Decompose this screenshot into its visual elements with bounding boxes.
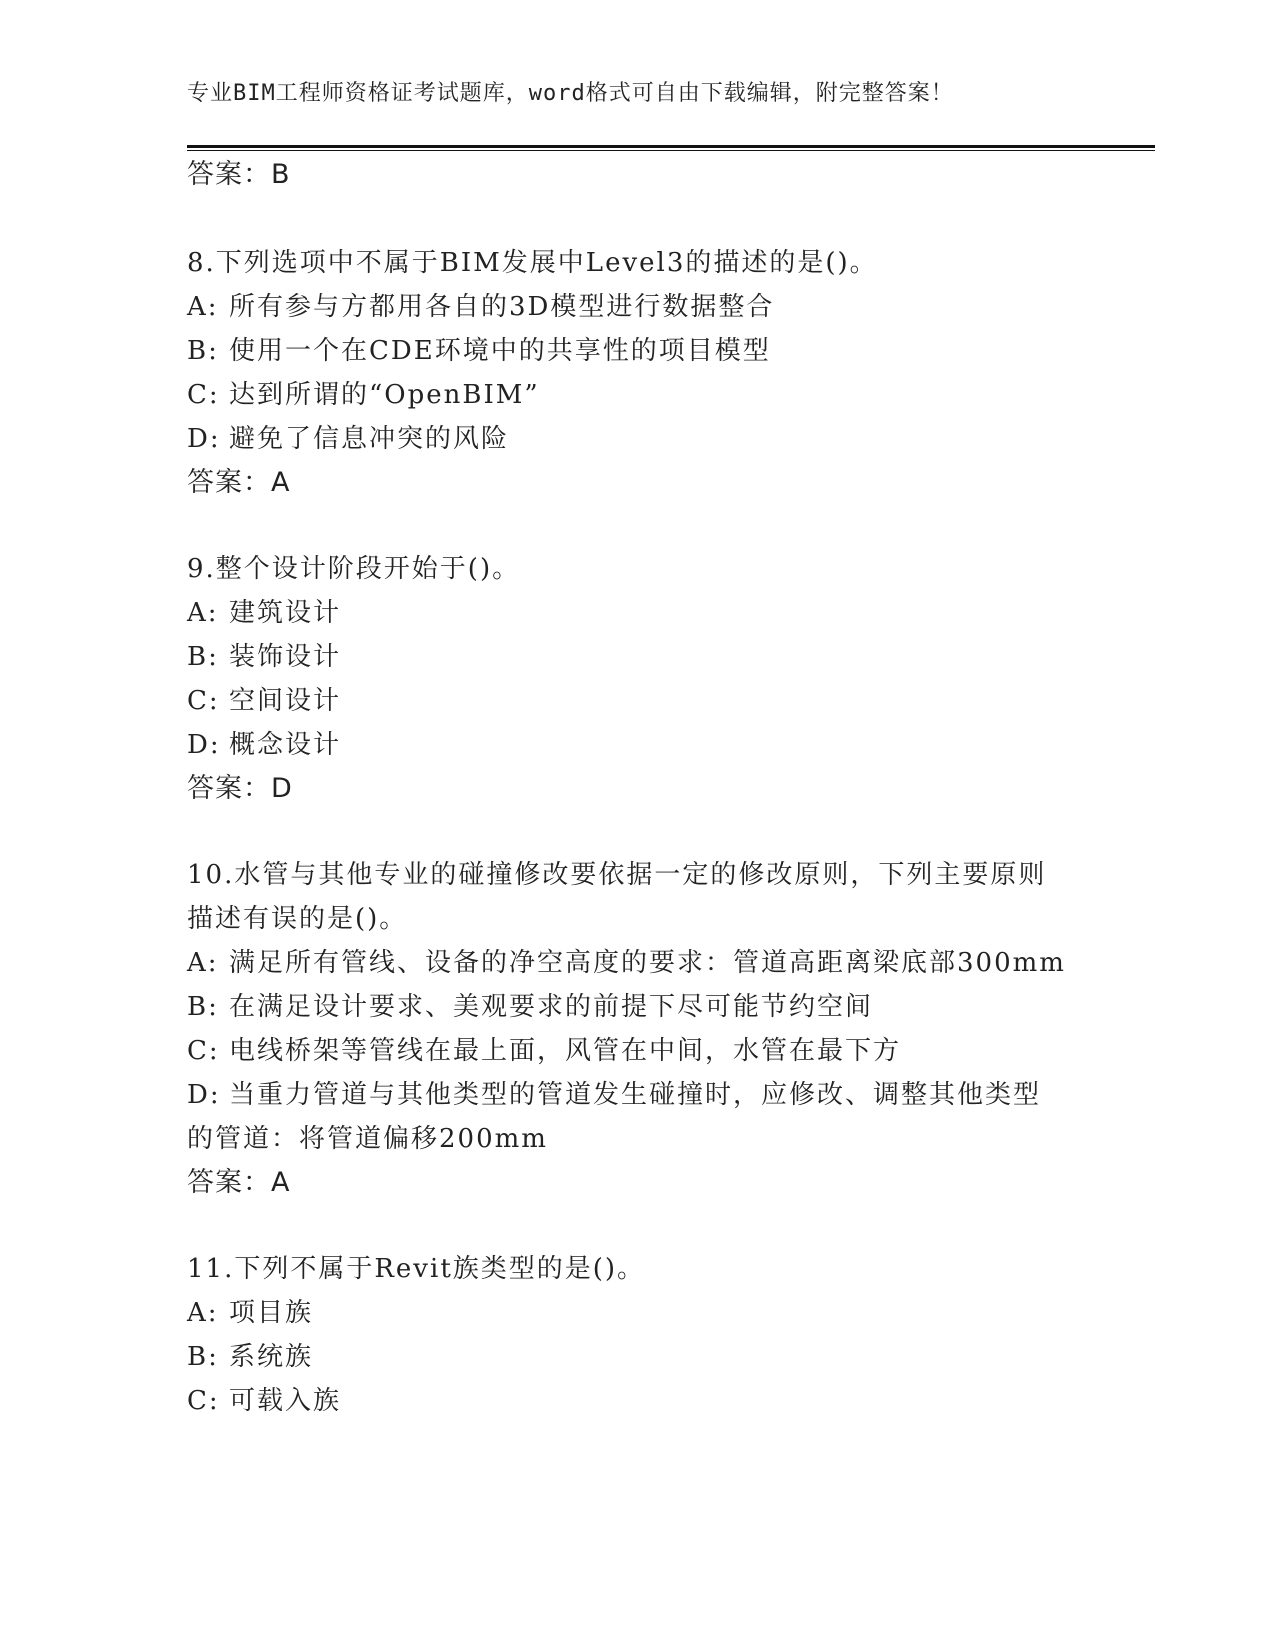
question-10-option-a [187, 943, 1066, 983]
header-rule-thick [187, 145, 1155, 148]
option-label: C: [187, 686, 220, 716]
question-8-answer: 答案：A [187, 467, 291, 498]
option-label: C: [187, 1036, 220, 1066]
option-text: 所有参与方都用各自的3D模型进行数据整合 [229, 292, 775, 322]
header-rule-thin [187, 150, 1155, 151]
option-label: A: [187, 1298, 219, 1328]
option-text: 项目族 [229, 1298, 314, 1328]
option-label: B: [187, 992, 219, 1022]
question-10-stem-line2: 描述有误的是()。 [187, 904, 408, 934]
question-8-option-c [187, 375, 540, 415]
option-label: D: [187, 730, 221, 760]
option-text: 满足所有管线、设备的净空高度的要求：管道高距离梁底部300mm [229, 948, 1066, 978]
option-text: 达到所谓的“OpenBIM” [229, 380, 540, 410]
option-label: A: [187, 948, 219, 978]
option-text: 可载入族 [229, 1386, 342, 1416]
page-header: 专业BIM工程师资格证考试题库，word格式可自由下载编辑，附完整答案！ [187, 81, 954, 106]
option-text: 使用一个在CDE环境中的共享性的项目模型 [229, 336, 771, 366]
option-label: A: [187, 292, 219, 322]
answer-previous: 答案：B [187, 159, 291, 190]
option-text: 概念设计 [229, 730, 342, 760]
question-11-option-c [187, 1381, 341, 1421]
option-text: 在满足设计要求、美观要求的前提下尽可能节约空间 [229, 992, 874, 1022]
question-10-answer: 答案：A [187, 1167, 291, 1198]
question-11-stem: 11.下列不属于Revit族类型的是()。 [187, 1254, 646, 1284]
option-label: C: [187, 380, 220, 410]
option-label: B: [187, 642, 219, 672]
option-text: 避免了信息冲突的风险 [229, 424, 510, 454]
question-8-option-b [187, 331, 771, 371]
question-9-answer: 答案：D [187, 773, 293, 804]
option-text: 当重力管道与其他类型的管道发生碰撞时，应修改、调整其他类型 [229, 1080, 1042, 1110]
question-9-option-d [187, 725, 341, 765]
option-label: B: [187, 1342, 219, 1372]
question-9-option-a [187, 593, 341, 633]
question-11-option-a [187, 1293, 313, 1333]
question-9-stem: 9.整个设计阶段开始于()。 [187, 554, 521, 584]
question-10-option-c [187, 1031, 901, 1071]
question-10-option-d-continued: 的管道：将管道偏移200mm [187, 1124, 548, 1154]
question-10-stem-line1: 10.水管与其他专业的碰撞修改要依据一定的修改原则，下列主要原则 [187, 860, 1047, 890]
option-label: B: [187, 336, 219, 366]
question-10-option-d [187, 1075, 1041, 1115]
question-11-option-b [187, 1337, 313, 1377]
question-9-option-b [187, 637, 341, 677]
option-text: 系统族 [229, 1342, 314, 1372]
option-text: 电线桥架等管线在最上面，风管在中间，水管在最下方 [229, 1036, 902, 1066]
question-9-option-c [187, 681, 341, 721]
option-text: 建筑设计 [229, 598, 342, 628]
option-label: D: [187, 424, 221, 454]
option-text: 装饰设计 [229, 642, 342, 672]
question-10-option-b [187, 987, 873, 1027]
question-8-stem: 8.下列选项中不属于BIM发展中Level3的描述的是()。 [187, 248, 878, 278]
option-text: 空间设计 [229, 686, 342, 716]
option-label: A: [187, 598, 219, 628]
question-8-option-a [187, 287, 774, 327]
option-label: D: [187, 1080, 221, 1110]
question-8-option-d [187, 419, 509, 459]
option-label: C: [187, 1386, 220, 1416]
